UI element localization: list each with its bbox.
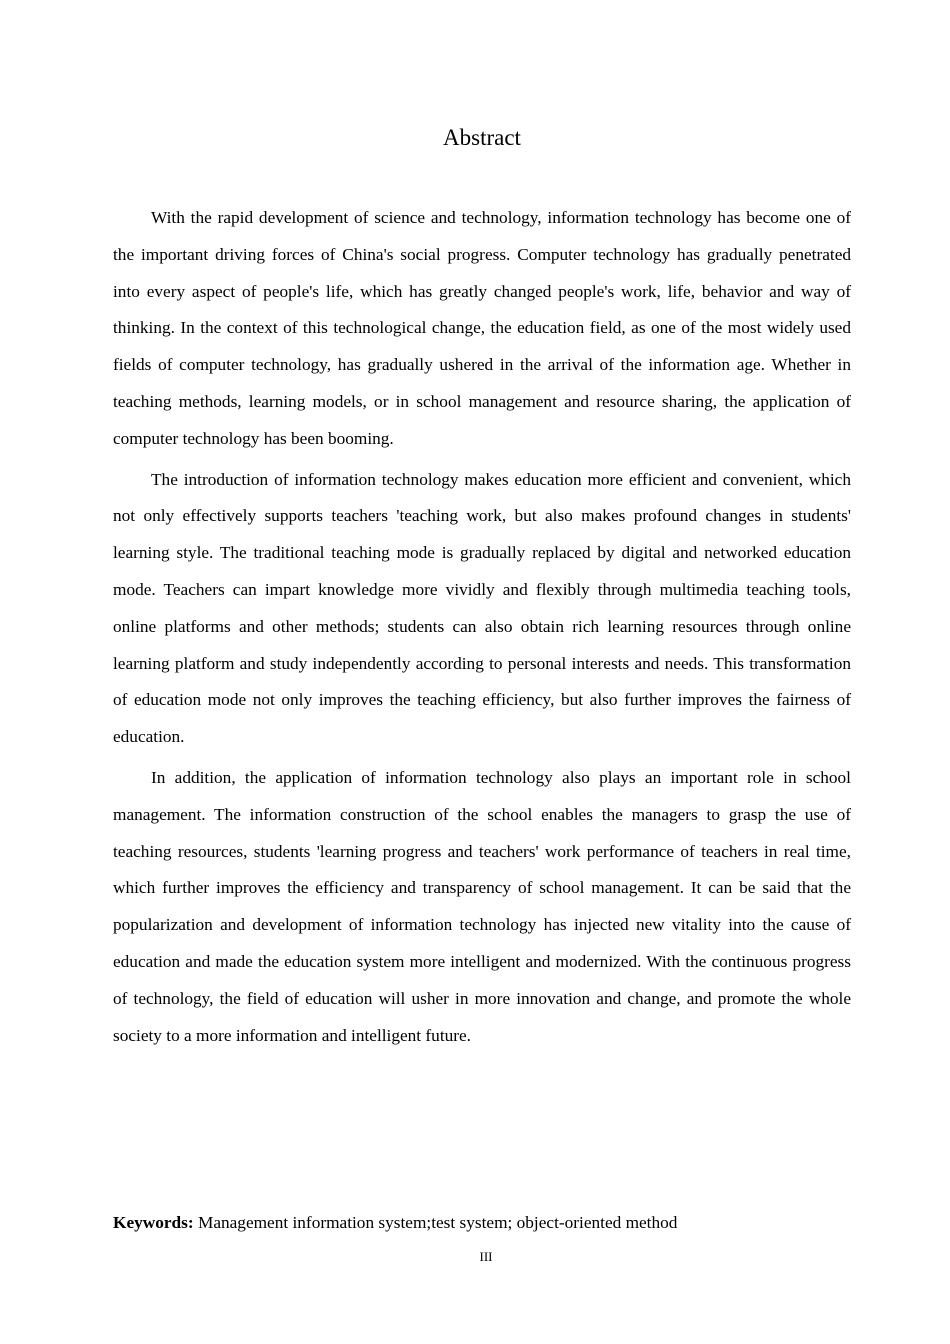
keywords-line (113, 1209, 873, 1237)
abstract-title: Abstract (443, 125, 521, 150)
page-number: III (479, 1249, 493, 1264)
keywords-text: Management information system;test system; object-oriented method (193, 1213, 678, 1232)
abstract-paragraph-2: The introduction of information technology makes education more efficient and convenient, which not only effectively supports teachers 'teaching work, but also makes profound changes in students' learning style. The traditional teaching mode is gradually replaced by digital and networked education mode. Teachers can impart knowledge more vividly and flexibly through multimedia teaching tools, online platforms and other methods; students can also obtain rich learning resources through online learning platform and study independently according to personal interests and needs. This transformation of education mode not only improves the teaching efficiency, but also further improves the fairness of education. (113, 469, 851, 747)
abstract-body (113, 200, 851, 1058)
abstract-paragraph-3: In addition, the application of information technology also plays an important role in school management. The information construction of the school enables the managers to grasp the use of teaching resources, students 'learning progress and teachers' work performance of teachers in real time, which further improves the efficiency and transparency of school management. It can be said that the popularization and development of information technology has injected new vitality into the cause of education and made the education system more intelligent and modernized. With the continuous progress of technology, the field of education will usher in more innovation and change, and promote the whole society to a more information and intelligent future. (113, 767, 851, 1045)
abstract-paragraph-1: With the rapid development of science and technology, information technology has become one of the important driving forces of China's social progress. Computer technology has gradually penetrated into every aspect of people's life, which has greatly changed people's work, life, behavior and way of thinking. In the context of this technological change, the education field, as one of the most widely used fields of computer technology, has gradually ushered in the arrival of the information age. Whether in teaching methods, learning models, or in school management and resource sharing, the application of computer technology has been booming. (113, 208, 851, 448)
keywords-label: Keywords: (113, 1213, 194, 1232)
